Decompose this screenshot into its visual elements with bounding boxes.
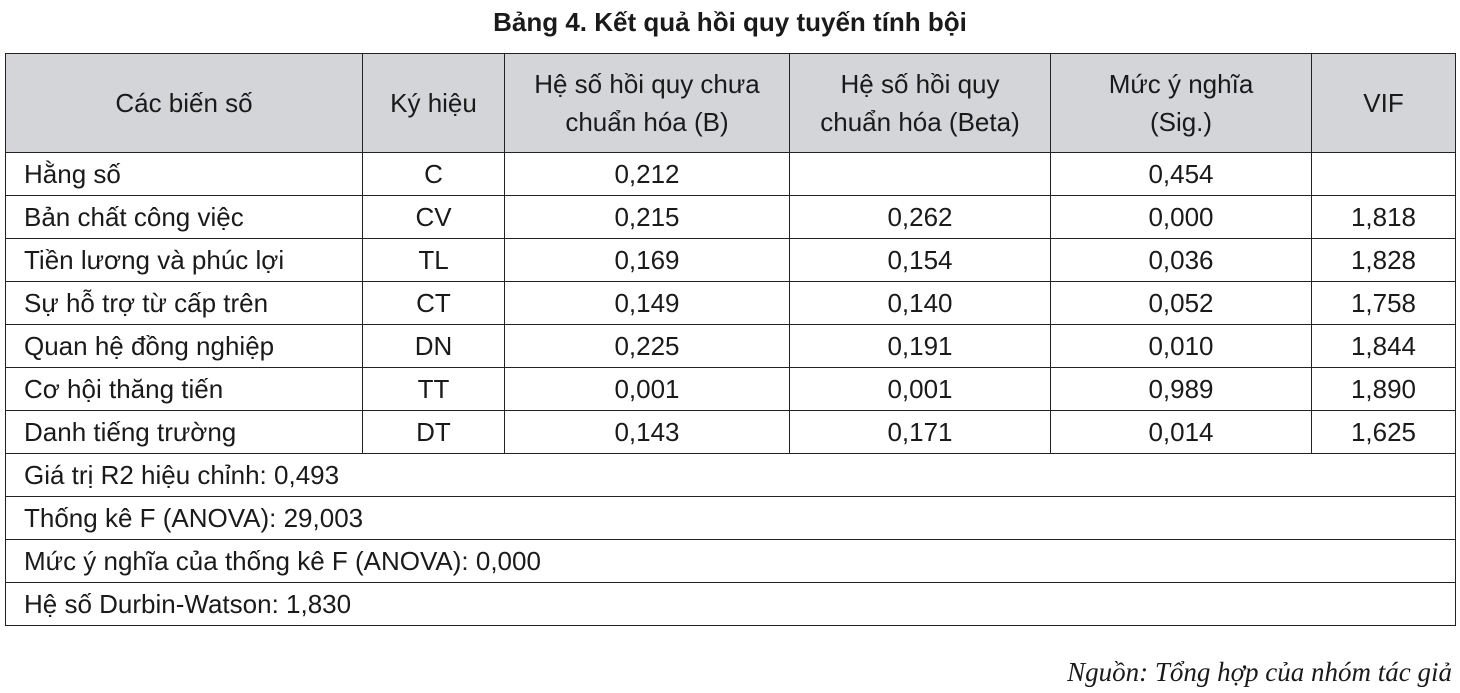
table-row (6, 282, 1456, 325)
variable-cell: Danh tiếng trường (6, 411, 363, 454)
vif-cell: 1,758 (1312, 282, 1456, 325)
table-title: Bảng 4. Kết quả hồi quy tuyến tính bội (493, 7, 967, 37)
sig-cell: 0,036 (1051, 239, 1312, 282)
header-text: Mức ý nghĩa (1108, 69, 1254, 99)
beta-cell: 0,191 (790, 325, 1051, 368)
vif-cell: 1,828 (1312, 239, 1456, 282)
b-cell: 0,225 (505, 325, 790, 368)
sig-cell: 0,989 (1051, 368, 1312, 411)
b-cell: 0,215 (505, 196, 790, 239)
source-note: Nguồn: Tổng hợp của nhóm tác giả (1067, 657, 1452, 687)
symbol-cell: CT (363, 282, 505, 325)
beta-cell: 0,140 (790, 282, 1051, 325)
header-cell-vif (1312, 54, 1456, 153)
vif-cell: 1,818 (1312, 196, 1456, 239)
summary-row (6, 540, 1456, 583)
summary-row (6, 497, 1456, 540)
table-row (6, 368, 1456, 411)
summary-row (6, 454, 1456, 497)
header-text: Hệ số hồi quy chưa (534, 69, 760, 99)
variable-cell: Bản chất công việc (6, 196, 363, 239)
vif-cell (1312, 153, 1456, 196)
table-row (6, 196, 1456, 239)
sig-cell: 0,052 (1051, 282, 1312, 325)
b-cell: 0,143 (505, 411, 790, 454)
sig-cell: 0,454 (1051, 153, 1312, 196)
variable-cell: Cơ hội thăng tiến (6, 368, 363, 411)
summary-adjusted-r2: Giá trị R2 hiệu chỉnh: 0,493 (6, 454, 1456, 497)
sig-cell: 0,010 (1051, 325, 1312, 368)
summary-f-significance: Mức ý nghĩa của thống kê F (ANOVA): 0,000 (6, 540, 1456, 583)
beta-cell: 0,154 (790, 239, 1051, 282)
header-text: Hệ số hồi quy (840, 69, 1000, 99)
table-row (6, 239, 1456, 282)
beta-cell: 0,262 (790, 196, 1051, 239)
header-text: Ký hiệu (390, 88, 477, 118)
header-text: VIF (1363, 88, 1404, 118)
vif-cell: 1,844 (1312, 325, 1456, 368)
beta-cell (790, 153, 1051, 196)
b-cell: 0,001 (505, 368, 790, 411)
variable-cell: Hằng số (6, 153, 363, 196)
header-cell-sig (1051, 54, 1312, 153)
symbol-cell: DN (363, 325, 505, 368)
sig-cell: 0,000 (1051, 196, 1312, 239)
symbol-cell: TL (363, 239, 505, 282)
variable-cell: Sự hỗ trợ từ cấp trên (6, 282, 363, 325)
header-text: Các biến số (115, 88, 253, 118)
summary-row (6, 583, 1456, 626)
header-text: chuẩn hóa (B) (565, 107, 729, 137)
regression-table (5, 53, 1456, 626)
table-row (6, 153, 1456, 196)
summary-durbin-watson: Hệ số Durbin-Watson: 1,830 (6, 583, 1456, 626)
variable-cell: Tiền lương và phúc lợi (6, 239, 363, 282)
header-cell-symbol (363, 54, 505, 153)
table-row (6, 325, 1456, 368)
variable-cell: Quan hệ đồng nghiệp (6, 325, 363, 368)
header-cell-variables (6, 54, 363, 153)
header-row (6, 54, 1456, 153)
header-cell-beta (790, 54, 1051, 153)
header-cell-b (505, 54, 790, 153)
b-cell: 0,212 (505, 153, 790, 196)
header-text: chuẩn hóa (Beta) (820, 107, 1020, 137)
table-row (6, 411, 1456, 454)
header-text: (Sig.) (1149, 107, 1213, 137)
b-cell: 0,169 (505, 239, 790, 282)
symbol-cell: DT (363, 411, 505, 454)
sig-cell: 0,014 (1051, 411, 1312, 454)
symbol-cell: CV (363, 196, 505, 239)
beta-cell: 0,171 (790, 411, 1051, 454)
beta-cell: 0,001 (790, 368, 1051, 411)
vif-cell: 1,890 (1312, 368, 1456, 411)
symbol-cell: C (363, 153, 505, 196)
summary-f-statistic: Thống kê F (ANOVA): 29,003 (6, 497, 1456, 540)
b-cell: 0,149 (505, 282, 790, 325)
symbol-cell: TT (363, 368, 505, 411)
vif-cell: 1,625 (1312, 411, 1456, 454)
